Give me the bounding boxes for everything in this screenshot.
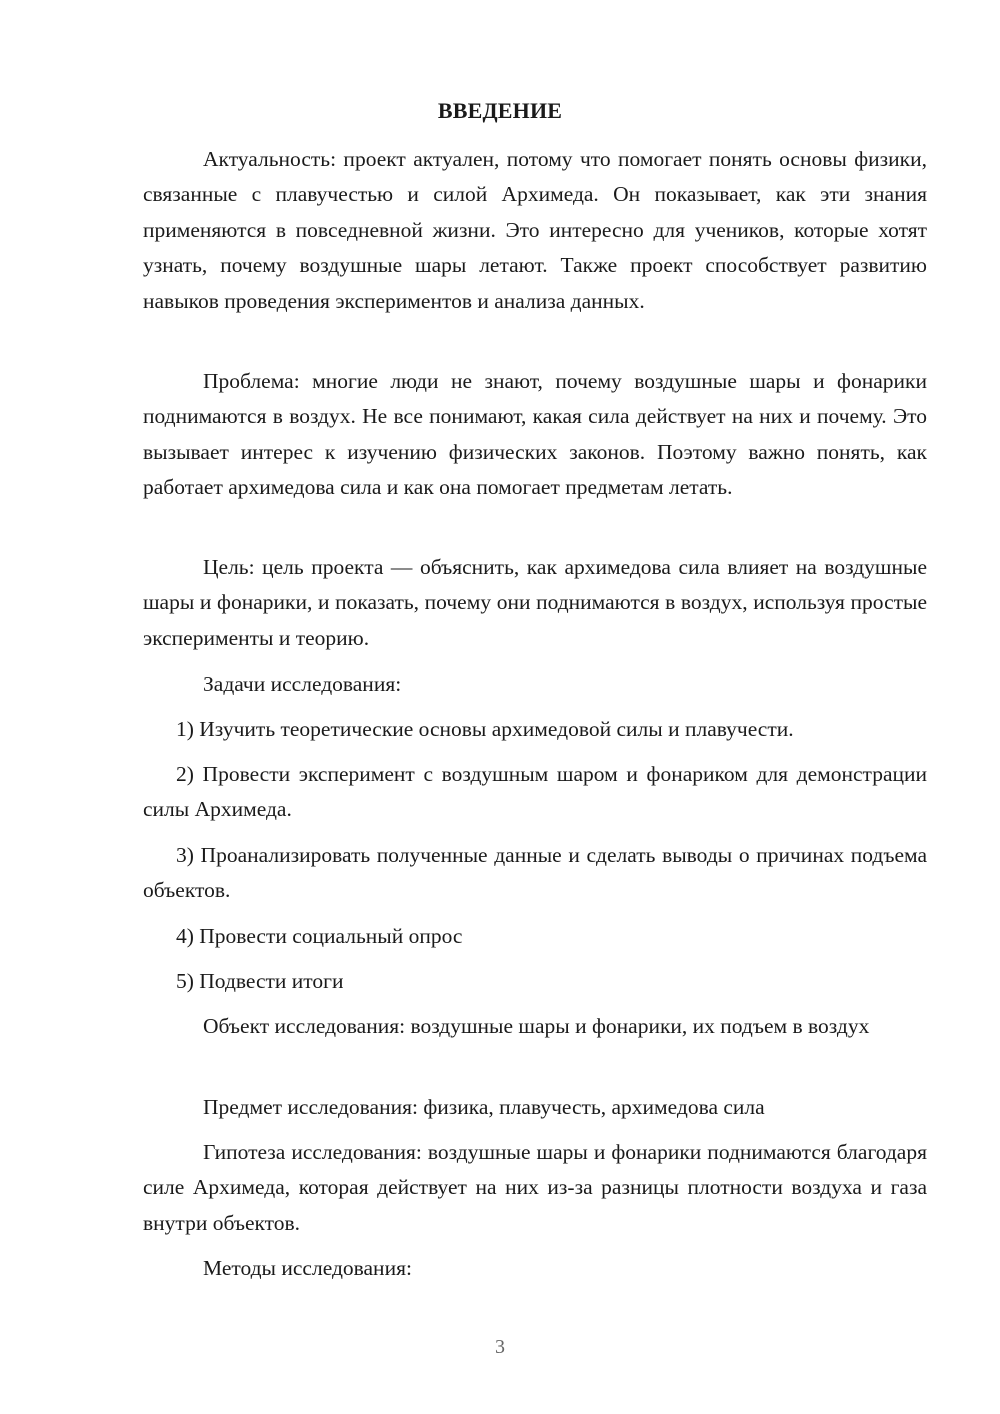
subject-paragraph: Предмет исследования: физика, плавучесть, архимедова сила xyxy=(203,1095,765,1119)
tasks-heading: Задачи исследования: xyxy=(203,672,402,696)
task-item-1: 1) Изучить теоретические основы архимедовой силы и плавучести. xyxy=(176,717,794,741)
problem-paragraph: Проблема: многие люди не знают, почему воздушные шары и фонарики поднимаются в воздух. Не все понимают, какая сила действует на них и почему. Это вызывает интерес к изучению физических законов. Поэтому важно понять, как работает архимедова сила и как она помогает предметам летать. xyxy=(143,369,927,500)
methods-heading: Методы исследования: xyxy=(203,1256,412,1280)
task-item-3: 3) Проанализировать полученные данные и сделать выводы о причинах подъема объектов. xyxy=(143,843,927,903)
task-item-2: 2) Провести эксперимент с воздушным шаром и фонариком для демонстрации силы Архимеда. xyxy=(143,762,927,822)
hypothesis-paragraph: Гипотеза исследования: воздушные шары и фонарики поднимаются благодаря силе Архимеда, которая действует на них из-за разницы плотности воздуха и газа внутри объектов. xyxy=(143,1140,927,1235)
task-item-4: 4) Провести социальный опрос xyxy=(176,924,463,948)
goal-paragraph: Цель: цель проекта — объяснить, как архимедова сила влияет на воздушные шары и фонарики, и показать, почему они поднимаются в воздух, используя простые эксперименты и теорию. xyxy=(143,555,927,650)
page-title: ВВЕДЕНИЕ xyxy=(437,98,563,123)
task-item-5: 5) Подвести итоги xyxy=(176,969,344,993)
object-paragraph: Объект исследования: воздушные шары и фонарики, их подъем в воздух xyxy=(203,1014,870,1038)
page-number: 3 xyxy=(495,1336,505,1358)
relevance-paragraph: Актуальность: проект актуален, потому что помогает понять основы физики, связанные с плавучестью и силой Архимеда. Он показывает, как эти знания применяются в повседневной жизни. Это интересно для учеников, которые хотят узнать, почему воздушные шары летают. Также проект способствует развитию навыков проведения экспериментов и анализа данных. xyxy=(143,147,927,313)
